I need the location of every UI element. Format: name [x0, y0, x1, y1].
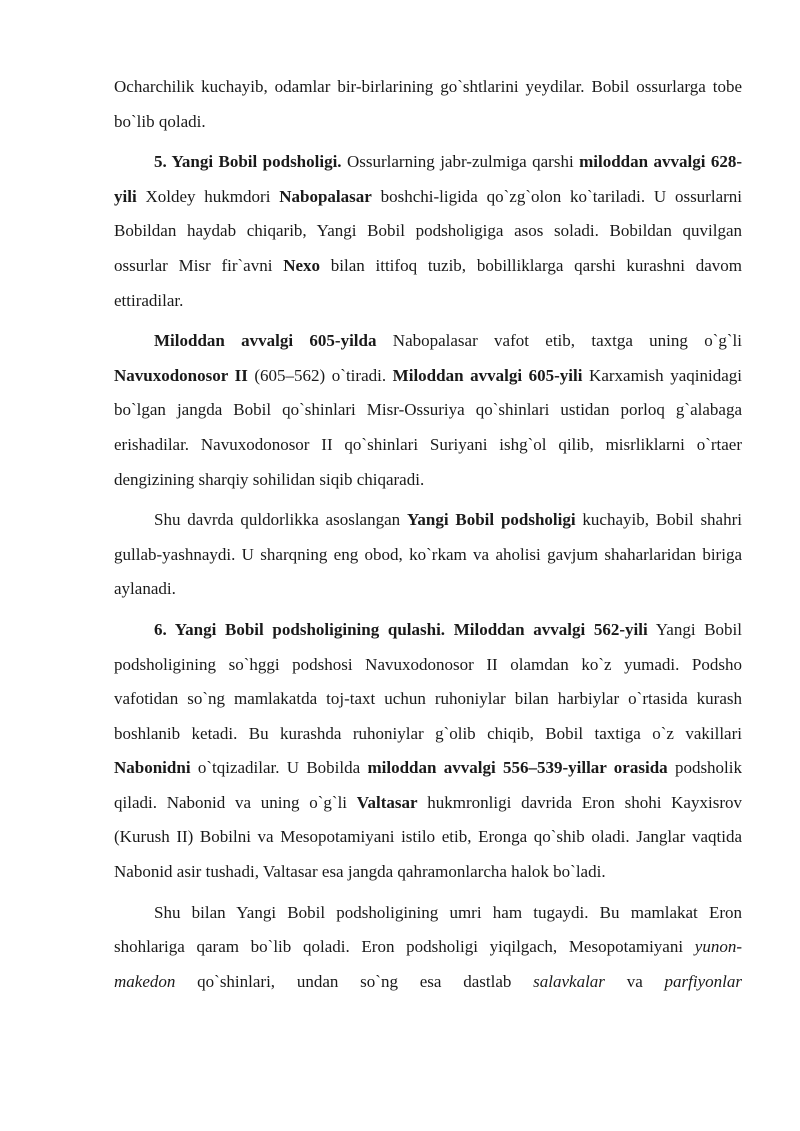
text-run: Karxamish yaqinidagi bo`lgan jangda Bobil qo`shinlari Misr-Ossuriya qo`shinlari ustidan porloq g`alabaga erishadilar. Navuxodonosor II qo`shinlari Suriyani ishg`ol qilib, misrliklarni o`rtaer dengizining sharqiy sohilidan siqib chiqaradi. — [114, 365, 742, 489]
bold-text: Yangi Bobil podsholigi — [406, 510, 576, 530]
text-run: Ossurlarning jabr-zulmiga qarshi — [341, 152, 580, 172]
bold-text: Nexo — [283, 255, 321, 275]
text-run: Ocharchilik kuchayib, odamlar bir-birlarining go`shtlarini yeydilar. Bobil ossurlarga tobe bo`lib qoladi. — [114, 77, 742, 131]
bold-text: Valtasar — [356, 792, 418, 812]
text-run: Yangi Bobil podsholigining so`hggi podshosi Navuxodonosor II olamdan ko`z yumadi. Podsho vafotidan so`ng mamlakatda toj-taxt uchun ruhoniylar bilan harbiylar o`rtasida kurash boshlanib ketadi. Bu kurashda ruhoniylar g`olib chiqib, Bobil taxtiga o`z vakillari — [114, 619, 742, 743]
text-run: o`tqizadilar. U Bobilda — [190, 758, 368, 778]
bold-text: Navuxodonosor II — [114, 365, 248, 385]
paragraph — [114, 896, 742, 1000]
italic-text: parfiyonlar — [664, 971, 742, 991]
text-run: boshchi-ligida qo`zg`olon ko`tariladi. U ossurlarni Bobildan haydab chiqarib, Yangi Bobil podsholigiga asos soladi. Bobildan quvilgan ossurlar Misr fir`avni — [114, 186, 743, 275]
paragraph — [114, 324, 742, 497]
paragraph — [114, 145, 742, 318]
text-run: Nabopalasar vafot etib, taxtga uning o`g`li — [376, 331, 742, 351]
bold-text: miloddan avvalgi 628-yili — [114, 152, 742, 206]
paragraph — [114, 613, 742, 890]
text-run: va — [604, 971, 665, 991]
text-run: bilan ittifoq tuzib, bobilliklarga qarshi kurashni davom ettiradilar. — [114, 255, 742, 310]
bold-text: Nabonidni — [114, 758, 191, 778]
text-run: Xoldey hukmdori — [136, 186, 280, 206]
text-run: kuchayib, Bobil shahri gullab-yashnaydi. U sharqning eng obod, ko`rkam va aholisi gavjum shaharlaridan biriga aylanadi. — [114, 510, 742, 599]
italic-text: yunon-makedon — [114, 937, 742, 991]
text-run: (605–562) o`tiradi. — [247, 365, 393, 385]
paragraph — [114, 70, 742, 139]
bold-text: Miloddan avvalgi 605-yilda — [154, 331, 377, 351]
bold-text: Nabopalasar — [279, 186, 372, 206]
italic-text: salavkalar — [533, 971, 605, 991]
bold-text: miloddan avvalgi 556–539-yillar orasida — [367, 758, 668, 778]
bold-text: Miloddan avvalgi 605-yili — [392, 365, 583, 385]
text-run: hukmronligi davrida Eron shohi Kayxisrov (Kurush II) Bobilni va Mesopotamiyani istilo etib, Eronga qo`shib oladi. Janglar vaqtida Nabonid asir tushadi, Valtasar esa jangda qahramonlarcha halok bo`ladi. — [114, 792, 742, 882]
paragraph — [114, 503, 742, 607]
text-run: podsholik qiladi. Nabonid va uning o`g`li — [114, 758, 743, 812]
bold-text: 5. Yangi Bobil podsholigi. — [154, 152, 342, 172]
text-run: Shu davrda quldorlikka asoslangan — [154, 510, 407, 530]
text-run: Shu bilan Yangi Bobil podsholigining umri ham tugaydi. Bu mamlakat Eron shohlariga qaram bo`lib qoladi. Eron podsholigi yiqilgach, Mesopotamiyani — [114, 902, 742, 957]
text-run: qo`shinlari, undan so`ng esa dastlab — [175, 971, 534, 991]
document-page — [114, 70, 742, 1005]
bold-text: 6. Yangi Bobil podsholigining qulashi. Miloddan avvalgi 562-yili — [154, 619, 648, 639]
